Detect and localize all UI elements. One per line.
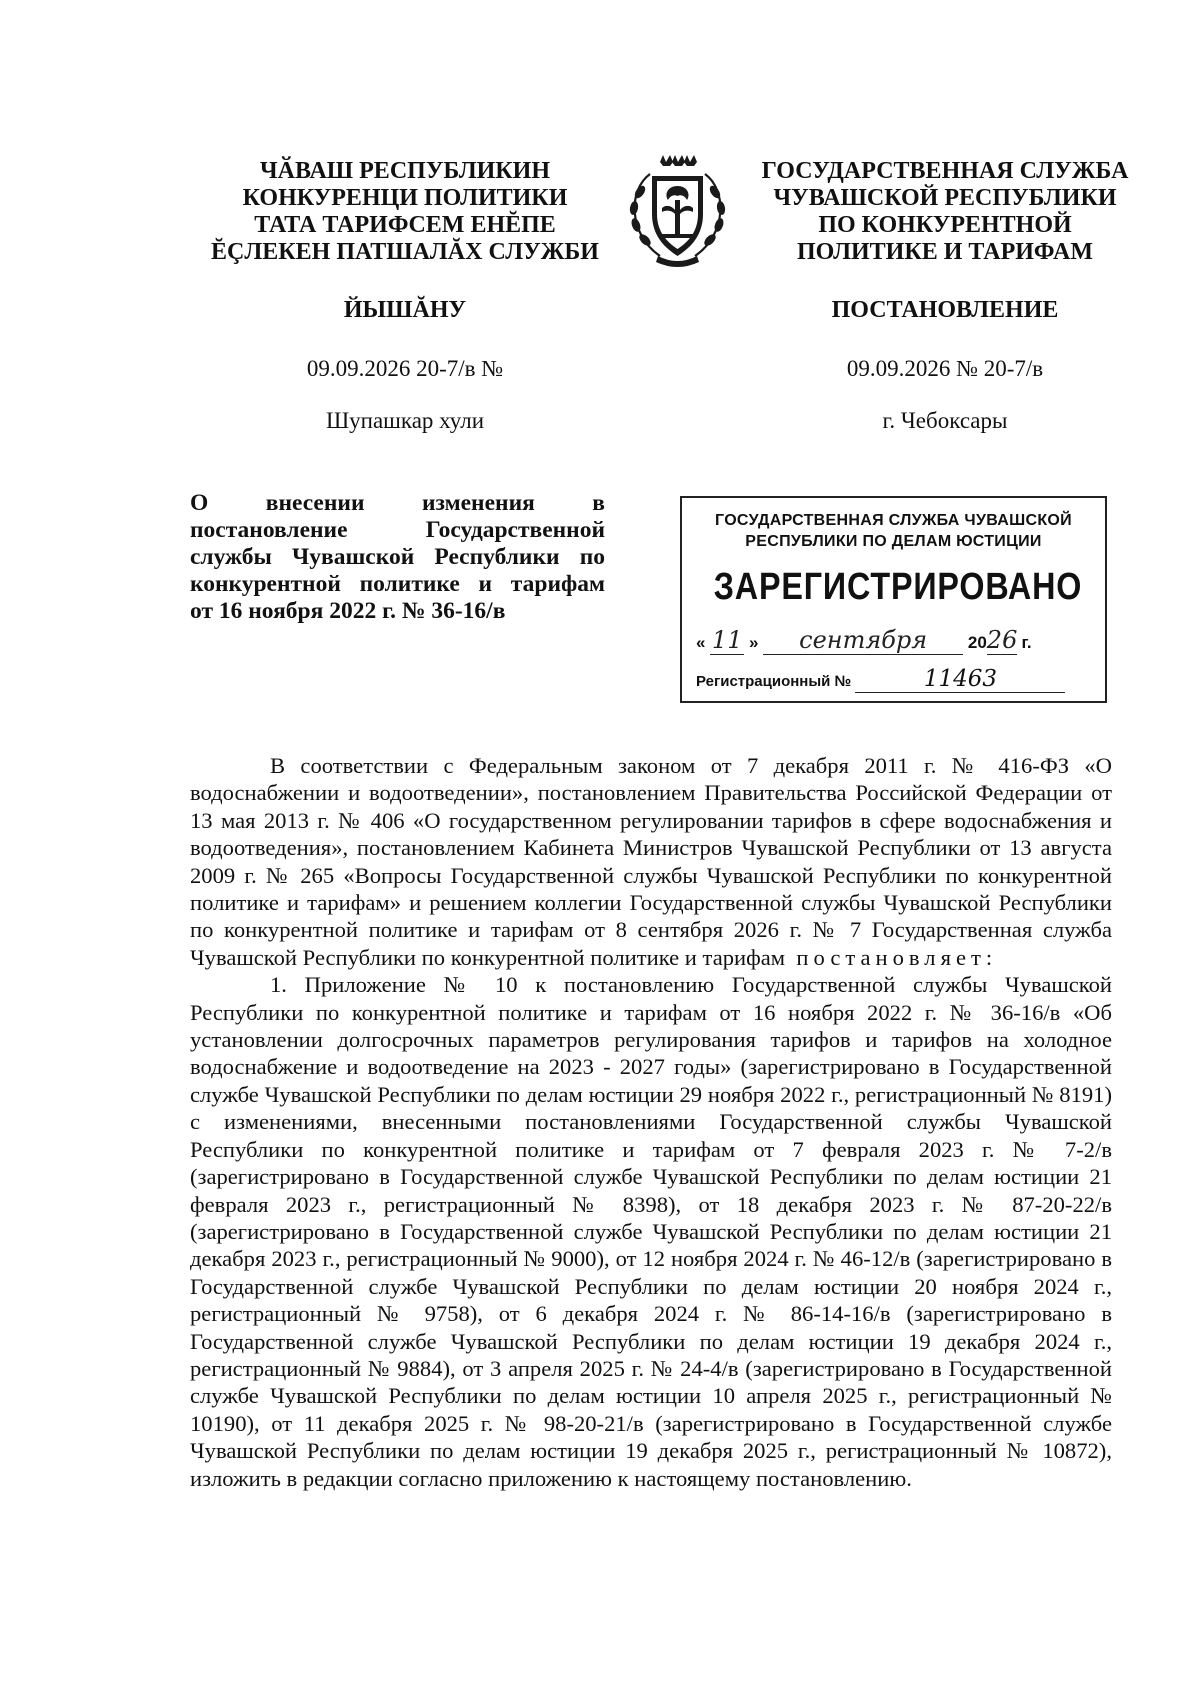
stamp-day-field [710, 626, 744, 655]
subject-line-last: от 16 ноября 2022 г. № 36-16/в [190, 598, 506, 624]
doc-date-russian: 09.09.2026 № 20-7/в [846, 356, 1044, 381]
header-right-line: ПОЛИТИКЕ И ТАРИФАМ [796, 239, 1093, 265]
doc-type-chuvash: ЙЫШĂНУ [343, 297, 467, 323]
header-left-line: ĔÇЛЕКЕН ПАТШАЛĂХ СЛУЖБИ [211, 239, 599, 265]
stamp-reg-label: Регистрационный № [696, 673, 852, 690]
stamp-year-suffix: 26 [986, 626, 1018, 654]
stamp-month: сентября [799, 626, 928, 654]
subject-line: постановление Государственной [190, 517, 605, 543]
chuvash-coat-of-arms-icon [620, 152, 735, 272]
stamp-month-field [763, 626, 963, 655]
document-subject [190, 490, 605, 625]
stamp-date-line [696, 626, 1091, 655]
header-right-line: ЧУВАШСКОЙ РЕСПУБЛИКИ [773, 185, 1117, 211]
doc-date-chuvash: 09.09.2026 20-7/в № [306, 356, 504, 381]
document-body [190, 752, 1112, 1492]
stamp-reg-number: 11463 [855, 666, 1065, 693]
stamp-registration-line [696, 666, 1091, 693]
header-left-line: ТАТА ТАРИФСЕМ ЕНĔПЕ [254, 212, 556, 238]
body-paragraph-preamble [190, 752, 1112, 971]
header-right-line: ПО КОНКУРЕНТНОЙ [818, 212, 1072, 238]
stamp-quote-close: » [748, 633, 759, 652]
subject-line: конкурентной политике и тарифам [190, 571, 605, 597]
stamp-org-line: ГОСУДАРСТВЕННАЯ СЛУЖБА ЧУВАШСКОЙ [715, 512, 1072, 529]
header-russian-org [745, 158, 1145, 266]
doc-type-russian: ПОСТАНОВЛЕНИЕ [831, 297, 1059, 323]
stamp-year-g: г. [1021, 633, 1032, 652]
header-left-line: КОНКУРЕНЦИ ПОЛИТИКИ [242, 185, 568, 211]
body-paragraph-item-1: 1. Приложение № 10 к постановлению Государственной службы Чувашской Республики по конкурентной политике и тарифам от 16 ноября 2022 г. № 36-16/в «Об установлении долгосрочных параметров регулирования тарифов и тарифов на холодное водоснабжение и водоотведение на 2023 - 2027 годы» (зарегистрировано в Государственной службе Чувашской Республики по делам юстиции 29 ноября 2022 г., регистрационный № 8191) с изменениями, внесенными постановлениями Государственной службы Чувашской Республики по конкурентной политике и тарифам от 7 февраля 2023 г. № 7-2/в (зарегистрировано в Государственной службе Чувашской Республики по делам юстиции 21 февраля 2023 г., регистрационный № 8398), от 18 декабря 2023 г. № 87-20-22/в (зарегистрировано в Государственной службе Чувашской Республики по делам юстиции 21 декабря 2023 г., регистрационный № 9000), от 12 ноября 2024 г. № 46-12/в (зарегистрировано в Государственной службе Чувашской Республики по делам юстиции 20 ноября 2024 г., регистрационный № 9758), от 6 декабря 2024 г. № 86-14-16/в (зарегистрировано в Государственной службе Чувашской Республики по делам юстиции 19 декабря 2024 г., регистрационный № 9884), от 3 апреля 2025 г. № 24-4/в (зарегистрировано в Государственной службе Чувашской Республики по делам юстиции 10 апреля 2025 г., регистрационный № 10190), от 11 декабря 2025 г. № 98-20-21/в (зарегистрировано в Государственной службе Чувашской Республики по делам юстиции 19 декабря 2025 г., регистрационный № 10872), изложить в редакции согласно приложению к настоящему постановлению. [190, 972, 1112, 1491]
header-right-line: ГОСУДАРСТВЕННАЯ СЛУЖБА [761, 158, 1129, 184]
stamp-day: 11 [711, 626, 743, 654]
city-russian: г. Чебоксары [882, 408, 1008, 433]
stamp-organization [682, 510, 1105, 552]
stamp-quote-open: « [696, 633, 706, 652]
subject-line: О внесении изменения в [190, 490, 605, 516]
stamp-title: ЗАРЕГИСТРИРОВАНО [713, 566, 1083, 608]
header-chuvash-org [190, 158, 620, 266]
stamp-org-line: РЕСПУБЛИКИ ПО ДЕЛАМ ЮСТИЦИИ [745, 533, 1042, 550]
header-left-line: ЧӐВАШ РЕСПУБЛИКИН [260, 158, 550, 184]
preamble-verb: постановляет: [796, 944, 998, 970]
subject-line: службы Чувашской Республики по [190, 544, 605, 570]
stamp-year-prefix: 20 [967, 633, 987, 652]
city-chuvash: Шупашкар хули [325, 408, 485, 433]
preamble-text: В соответствии с Федеральным законом от 7 декабря 2011 г. № 416-ФЗ «О водоснабжении и водоотведении», постановлением Правительства Российской Федерации от 13 мая 2013 г. № 406 «О государственном регулировании тарифов в сфере водоснабжения и водоотведения», постановлением Кабинета Министров Чувашской Республики от 13 августа 2009 г. № 265 «Вопросы Государственной службы Чувашской Республики по конкурентной политике и тарифам» и решением коллегии Государственной службы Чувашской Республики по конкурентной политике и тарифам от 8 сентября 2026 г. № 7 Государственная служба Чувашской Республики по конкурентной политике и тарифам [190, 753, 1112, 970]
registration-stamp [680, 496, 1107, 703]
stamp-year-field [987, 626, 1017, 655]
